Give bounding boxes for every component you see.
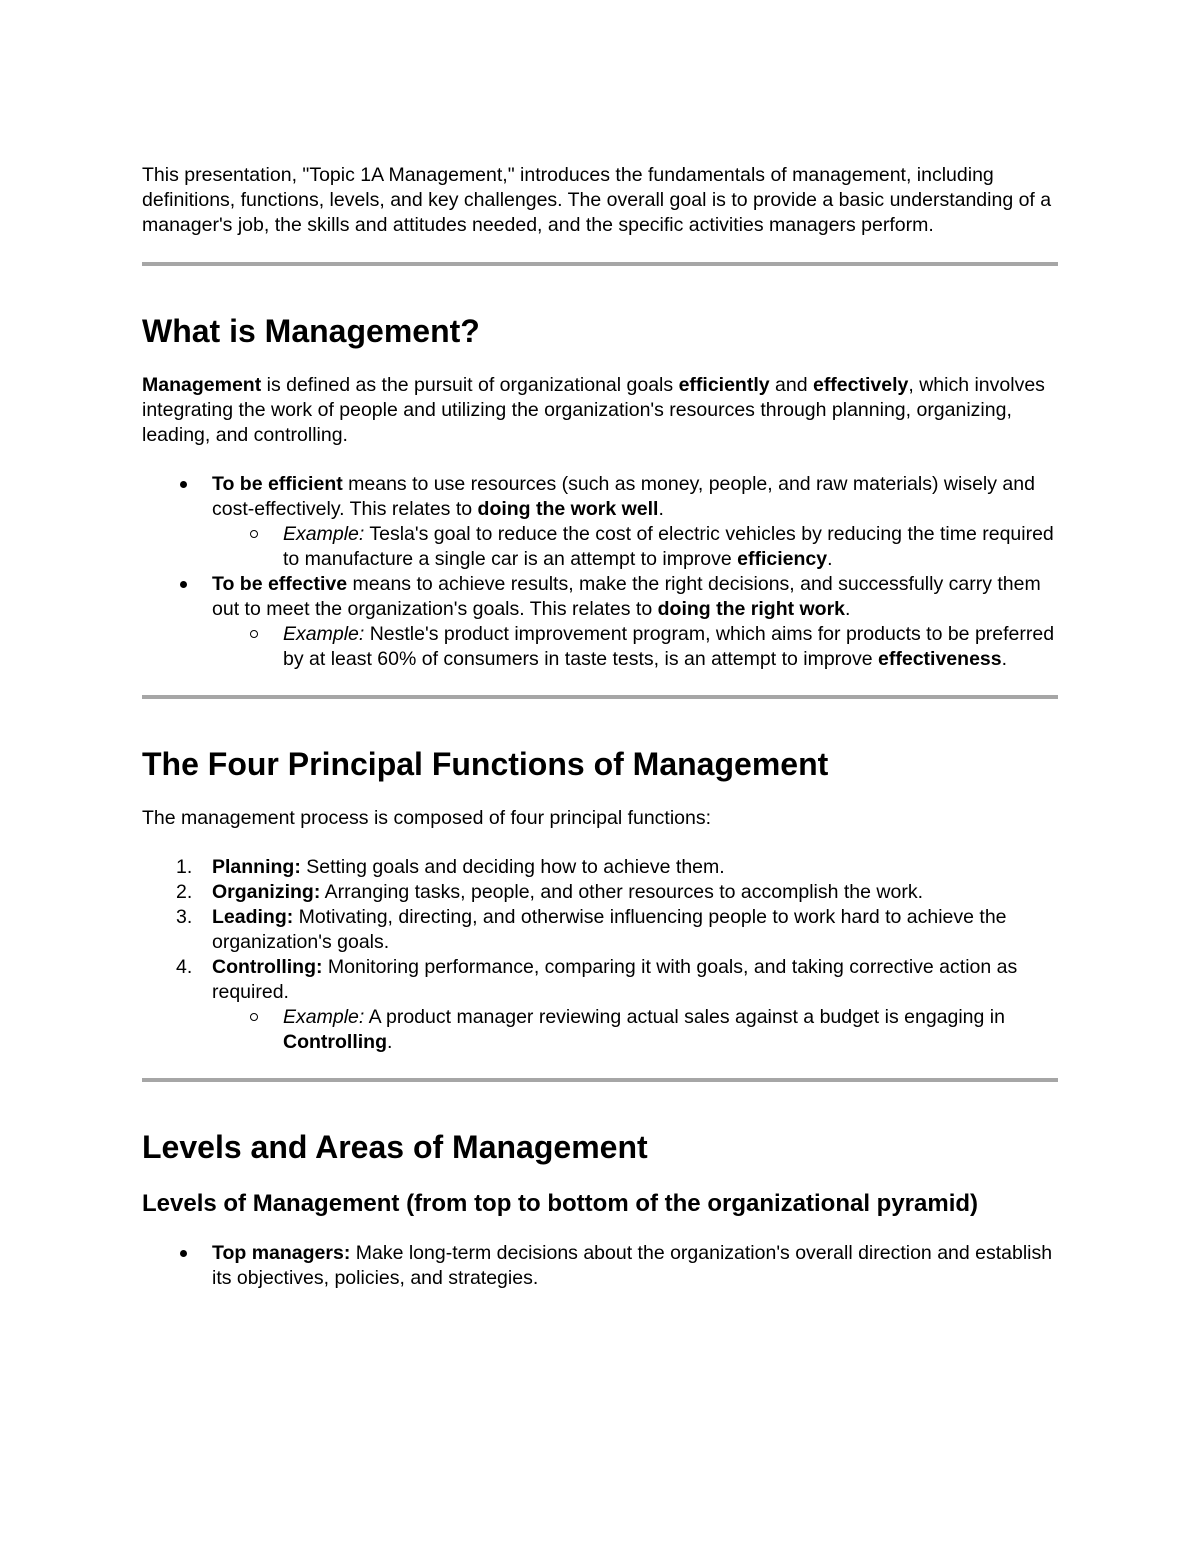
functions-list xyxy=(142,855,1058,1055)
section-heading-what-is-management: What is Management? xyxy=(142,313,480,349)
term-effectively: effectively xyxy=(812,374,909,396)
levels-list xyxy=(142,1241,1058,1291)
section-heading-levels-areas: Levels and Areas of Management xyxy=(142,1129,648,1165)
section-heading-four-functions: The Four Principal Functions of Management xyxy=(142,746,829,782)
example-sublist xyxy=(212,622,1058,672)
efficiency-effectiveness-list xyxy=(142,472,1058,672)
example-sublist xyxy=(212,522,1058,572)
management-definition: Management is defined as the pursuit of organizational goals efficiently and effectively, which involves integrating the work of people and utilizing the organization's resources through planning, organizing, leading, and controlling. xyxy=(142,374,1045,446)
term-management: Management xyxy=(142,374,262,396)
subheading-levels-of-management: Levels of Management (from top to bottom of the organizational pyramid) xyxy=(142,1190,979,1217)
list-item: 3. Leading: Motivating, directing, and otherwise influencing people to work hard to achieve the organization's goals. xyxy=(176,906,1007,953)
section-divider xyxy=(142,695,1058,699)
intro-paragraph: This presentation, "Topic 1A Management," introduces the fundamentals of management, including definitions, functions, levels, and key challenges. The overall goal is to provide a basic understanding of a manager's job, the skills and attitudes needed, and the specific activities managers perform. xyxy=(142,164,1052,236)
section-divider xyxy=(142,1078,1058,1082)
list-item: To be effective means to achieve results, make the right decisions, and successfully carry them out to meet the organization's goals. This relates to doing the right work. Example: Nestle's product improvement program, which aims for products to be preferred by at least 60% of consumers in taste tests, is an attempt to improve effectiveness. xyxy=(212,572,1058,672)
functions-lead: The management process is composed of four principal functions: xyxy=(142,807,712,829)
example-item: Example: Tesla's goal to reduce the cost of electric vehicles by reducing the time required to manufacture a single car is an attempt to improve efficiency. xyxy=(283,522,1058,572)
example-item: Example: A product manager reviewing actual sales against a budget is engaging in Controlling. xyxy=(283,1005,1058,1055)
list-item: 4. Controlling: Monitoring performance, comparing it with goals, and taking corrective action as required. Example: A product manager reviewing actual sales against a budget is engaging in Controlling. xyxy=(212,955,1058,1055)
example-sublist xyxy=(212,1005,1058,1055)
list-item: 1. Planning: Setting goals and deciding how to achieve them. xyxy=(176,856,725,878)
term-efficiently: efficiently xyxy=(678,374,770,396)
example-item: Example: Nestle's product improvement program, which aims for products to be preferred by at least 60% of consumers in taste tests, is an attempt to improve effectiveness. xyxy=(283,622,1058,672)
list-item: Top managers: Make long-term decisions about the organization's overall direction and establish its objectives, policies, and strategies. xyxy=(212,1241,1058,1291)
list-item: 2. Organizing: Arranging tasks, people, and other resources to accomplish the work. xyxy=(176,881,923,903)
section-divider xyxy=(142,262,1058,266)
list-item: To be efficient means to use resources (such as money, people, and raw materials) wisely and cost-effectively. This relates to doing the work well. Example: Tesla's goal to reduce the cost of electric vehicles by reducing the time required to manufacture a single car is an attempt to improve efficiency. xyxy=(212,472,1058,572)
